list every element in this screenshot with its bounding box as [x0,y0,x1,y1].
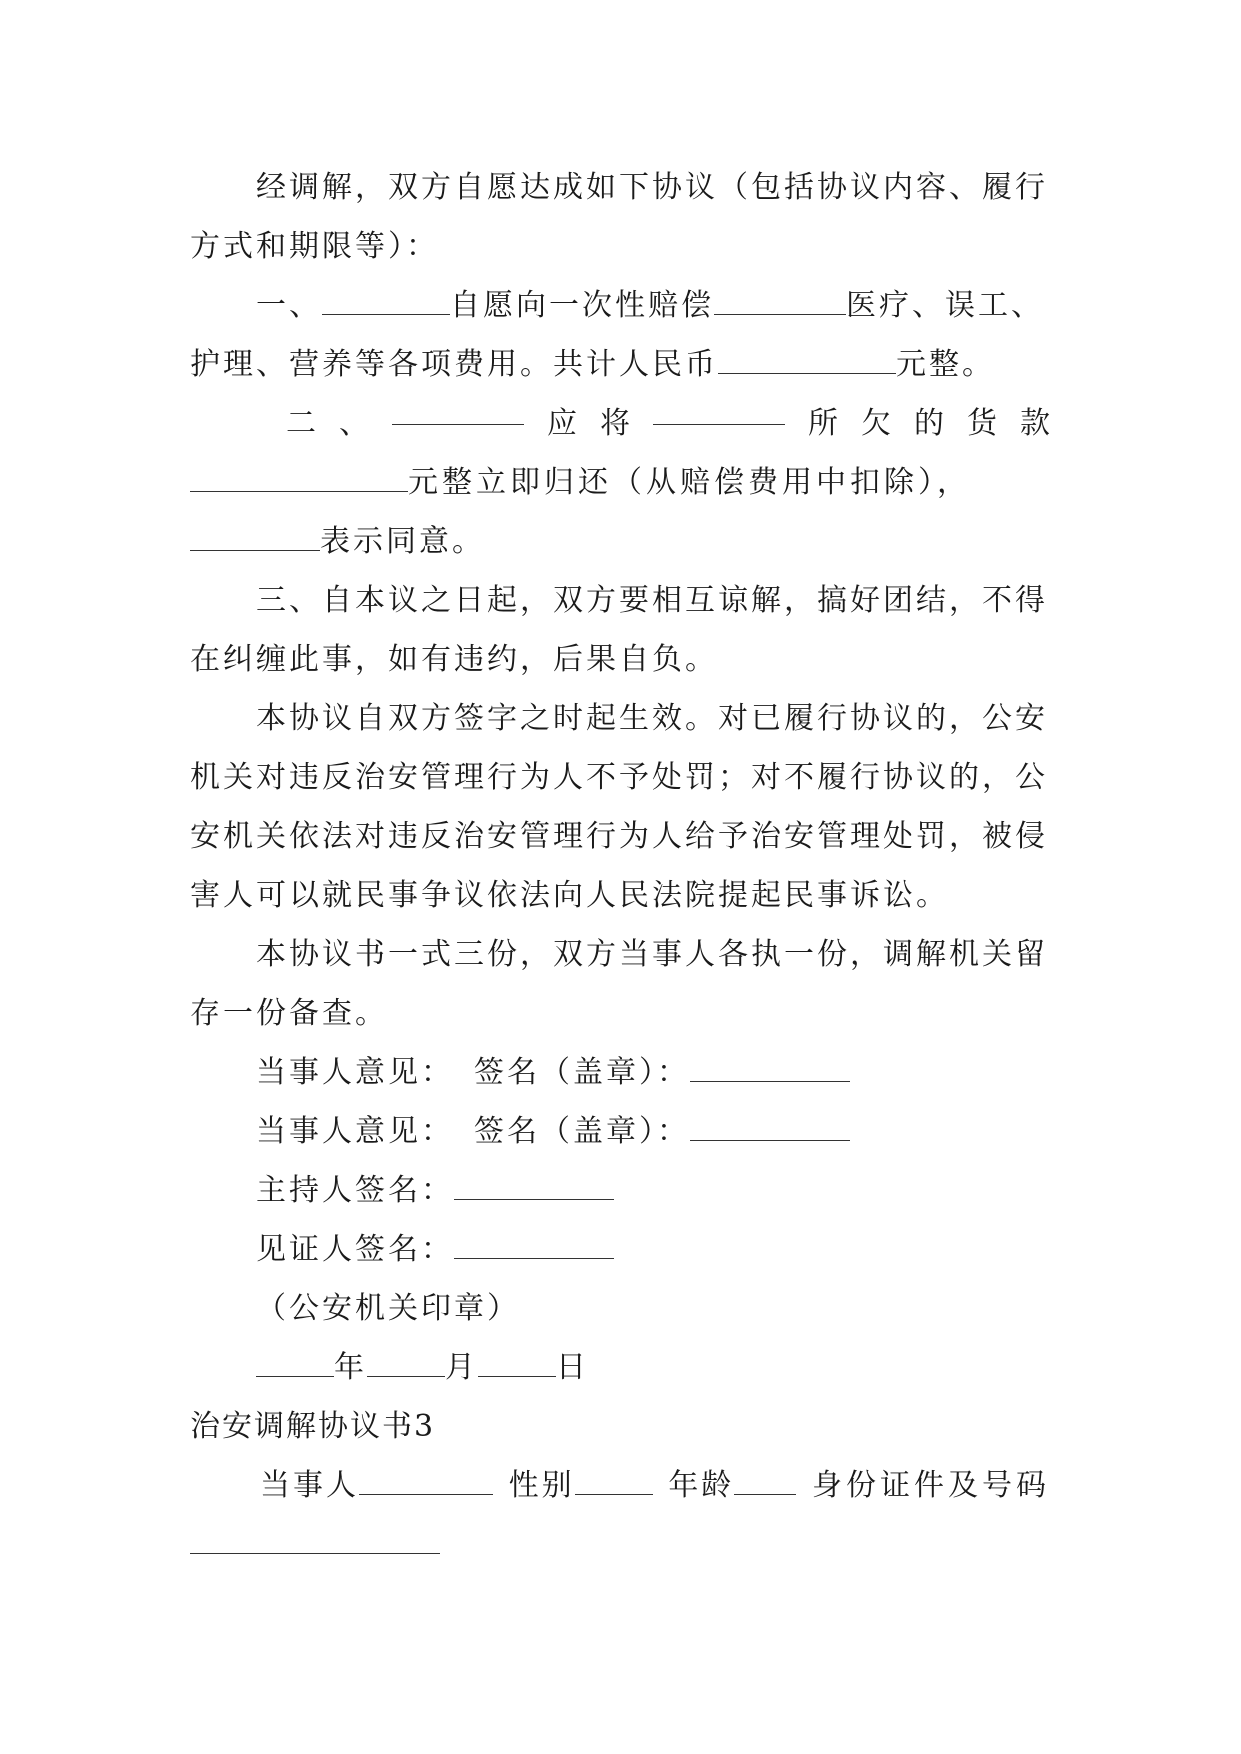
party-label: 当事人 [260,1468,359,1503]
signature-field[interactable] [690,1051,850,1082]
age-label: 年龄 [668,1468,735,1503]
intro-line-2: 方式和期限等）： [190,229,439,264]
item1-text: 护理、营养等各项费用。共计人民币 [190,347,718,382]
blank-field[interactable] [190,520,320,551]
item2-text: 元整立即归还（从赔偿费用中扣除）， [408,465,971,500]
item2-char: 、 [339,406,369,441]
month-label: 月 [445,1350,478,1385]
item2-char: 的 [914,406,944,441]
blank-field[interactable] [653,394,785,425]
day-label: 日 [556,1350,589,1385]
section-title: 治安调解协议书3 [190,1409,436,1444]
intro-line-1: 经调解，双方自愿达成如下协议（包括协议内容、履行 [256,170,1048,205]
gender-field[interactable] [575,1464,653,1495]
item1-line-2 [190,335,1050,394]
blank-field[interactable] [714,284,846,315]
copies-line-2: 存一份备查。 [190,996,388,1031]
item2-line-3 [190,512,1050,571]
party-info-line [190,1456,1050,1515]
effect-line-4: 害人可以就民事争议依法向人民法院提起民事诉讼。 [190,878,949,913]
sign-label: 签名（盖章）： [474,1055,690,1090]
age-field[interactable] [734,1464,796,1495]
year-label: 年 [334,1350,367,1385]
effect-line-1: 本协议自双方签字之时起生效。对已履行协议的，公安 [256,701,1048,736]
item2-char: 所 [808,406,838,441]
day-field[interactable] [478,1346,556,1377]
id-number-field[interactable] [190,1523,440,1554]
party-name-field[interactable] [359,1464,493,1495]
item2-char: 欠 [861,406,891,441]
item3-line-2: 在纠缠此事，如有违约，后果自负。 [190,642,718,677]
document-page [190,158,1050,1574]
item2-char: 二 [286,406,316,441]
item2-text: 表示同意。 [320,524,485,559]
month-field[interactable] [367,1346,445,1377]
blank-field[interactable] [190,461,408,492]
blank-field[interactable] [322,284,450,315]
blank-field[interactable] [392,394,524,425]
signature-field[interactable] [454,1169,614,1200]
seal-line: （公安机关印章） [256,1291,520,1326]
id-number-line [190,1515,1050,1574]
item2-char: 应 [547,406,577,441]
item1-line-1 [190,276,1050,335]
item1-text: 元整。 [896,347,995,382]
id-label: 身份证件及号码 [811,1468,1050,1503]
gender-label: 性别 [508,1468,575,1503]
item2-char: 将 [600,406,630,441]
host-sign-label: 主持人签名： [256,1173,454,1208]
item2-line-2 [190,453,1050,512]
date-line [190,1338,1050,1397]
copies-line-1: 本协议书一式三份，双方当事人各执一份，调解机关留 [256,937,1048,972]
item1-number: 一、 [256,288,322,323]
item1-text: 医疗、误工、 [846,288,1044,323]
effect-line-2: 机关对违反治安管理行为人不予处罚；对不履行协议的，公 [190,760,1048,795]
item2-line-1 [190,394,1050,453]
signature-field[interactable] [690,1110,850,1141]
party-opinion-label: 当事人意见： [256,1114,454,1149]
sign-label: 签名（盖章）： [474,1114,690,1149]
witness-signature [190,1220,1050,1279]
witness-sign-label: 见证人签名： [256,1232,454,1267]
party-signature-1 [190,1043,1050,1102]
effect-line-3: 安机关依法对违反治安管理行为人给予治安管理处罚，被侵 [190,819,1048,854]
host-signature [190,1161,1050,1220]
party-opinion-label: 当事人意见： [256,1055,454,1090]
item3-line-1: 三、自本议之日起，双方要相互谅解，搞好团结，不得 [256,583,1048,618]
item2-char: 款 [1020,406,1050,441]
blank-field[interactable] [718,343,896,374]
party-signature-2 [190,1102,1050,1161]
year-field[interactable] [256,1346,334,1377]
signature-field[interactable] [454,1228,614,1259]
item1-text: 自愿向一次性赔偿 [450,288,714,323]
item2-char: 货 [967,406,997,441]
